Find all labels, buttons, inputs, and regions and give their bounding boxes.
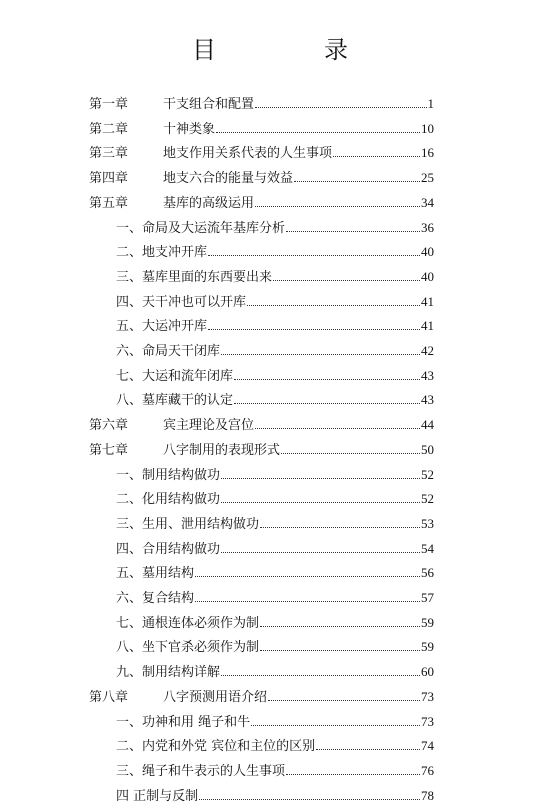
dot-leader bbox=[286, 230, 420, 232]
page-number: 52 bbox=[421, 491, 434, 507]
entry-title: 八字制用的表现形式 bbox=[163, 442, 281, 458]
page-number: 73 bbox=[421, 688, 434, 704]
entry-title: 二、内党和外党 宾位和主位的区别 bbox=[116, 739, 316, 755]
toc-chapter-entry[interactable] bbox=[89, 681, 434, 705]
chapter-number: 第七章 bbox=[89, 442, 129, 458]
dot-leader bbox=[208, 254, 420, 256]
dot-leader bbox=[333, 155, 420, 157]
entry-title: 八字预测用语介绍 bbox=[163, 689, 268, 705]
page-number: 43 bbox=[421, 392, 434, 408]
toc-chapter-entry[interactable] bbox=[89, 187, 434, 211]
dot-leader bbox=[260, 649, 420, 651]
page-number: 73 bbox=[421, 713, 434, 729]
page-number: 41 bbox=[421, 293, 434, 309]
toc-section-entry[interactable] bbox=[116, 755, 434, 779]
chapter-number: 第六章 bbox=[89, 418, 129, 434]
page-number: 53 bbox=[421, 515, 434, 531]
dot-leader bbox=[294, 180, 420, 182]
toc-chapter-entry[interactable] bbox=[89, 113, 434, 137]
toc-chapter-entry[interactable] bbox=[89, 137, 434, 161]
entry-title: 十神类象 bbox=[163, 121, 216, 137]
page-number: 56 bbox=[421, 565, 434, 581]
dot-leader bbox=[221, 674, 420, 676]
page-number: 59 bbox=[421, 614, 434, 630]
entry-title: 六、复合结构 bbox=[116, 591, 195, 606]
entry-title: 基库的高级运用 bbox=[163, 195, 255, 211]
page-number: 1 bbox=[427, 96, 434, 111]
entry-title: 三、绳子和牛表示的人生事项 bbox=[116, 763, 286, 779]
chapter-number: 第二章 bbox=[89, 121, 129, 137]
toc-section-entry[interactable] bbox=[116, 533, 434, 557]
toc-section-entry[interactable] bbox=[116, 483, 434, 507]
dot-leader bbox=[273, 279, 420, 281]
toc-section-entry[interactable] bbox=[116, 384, 434, 408]
page-number: 54 bbox=[421, 540, 434, 556]
entry-title: 一、功神和用 绳子和牛 bbox=[116, 714, 251, 730]
toc-chapter-entry[interactable] bbox=[89, 409, 434, 433]
dot-leader bbox=[268, 699, 420, 701]
chapter-number: 第八章 bbox=[89, 689, 129, 705]
page-number: 50 bbox=[421, 441, 434, 457]
dot-leader bbox=[216, 131, 420, 133]
entry-title: 五、墓用结构 bbox=[116, 566, 195, 582]
toc-chapter-entry[interactable] bbox=[89, 162, 434, 186]
page-number: 10 bbox=[421, 120, 434, 136]
toc-section-entry[interactable] bbox=[116, 656, 434, 680]
entry-title: 八、坐下官杀必须作为制 bbox=[116, 640, 260, 656]
toc-section-entry[interactable] bbox=[116, 236, 434, 260]
toc-section-entry[interactable] bbox=[116, 310, 434, 334]
dot-leader bbox=[221, 477, 420, 479]
page-number: 34 bbox=[421, 194, 434, 210]
toc-section-entry[interactable] bbox=[116, 212, 434, 236]
page-number: 36 bbox=[421, 219, 434, 235]
toc-section-entry[interactable] bbox=[116, 582, 434, 606]
entry-title: 二、化用结构做功 bbox=[116, 492, 221, 508]
page-number: 57 bbox=[421, 590, 434, 605]
toc-section-entry[interactable] bbox=[116, 631, 434, 655]
page-number: 40 bbox=[421, 268, 434, 284]
entry-title: 七、大运和流年闭库 bbox=[116, 368, 234, 384]
dot-leader bbox=[208, 328, 420, 330]
entry-title: 二、地支冲开库 bbox=[116, 245, 208, 261]
dot-leader bbox=[316, 748, 420, 750]
dot-leader bbox=[281, 452, 420, 454]
chapter-number: 第四章 bbox=[89, 171, 129, 187]
entry-title: 宾主理论及宫位 bbox=[163, 418, 255, 434]
toc-section-entry[interactable] bbox=[116, 508, 434, 532]
dot-leader bbox=[234, 378, 420, 380]
toc-section-entry[interactable] bbox=[116, 706, 434, 730]
dot-leader bbox=[255, 427, 420, 429]
entry-title: 四 正制与反制 bbox=[116, 788, 199, 804]
toc-chapter-entry[interactable] bbox=[89, 434, 434, 458]
dot-leader bbox=[251, 724, 420, 726]
chapter-number: 第三章 bbox=[89, 146, 129, 162]
page-number: 78 bbox=[421, 787, 434, 803]
dot-leader bbox=[255, 106, 426, 108]
dot-leader bbox=[221, 353, 420, 355]
page-number: 41 bbox=[421, 318, 434, 334]
entry-title: 七、通根连体必须作为制 bbox=[116, 615, 260, 631]
entry-title: 五、大运冲开库 bbox=[116, 319, 208, 335]
dot-leader bbox=[221, 501, 420, 503]
dot-leader bbox=[195, 575, 420, 577]
toc-section-entry[interactable] bbox=[116, 286, 434, 310]
dot-leader bbox=[255, 205, 420, 207]
dot-leader bbox=[195, 600, 420, 602]
entry-title: 三、生用、泄用结构做功 bbox=[116, 516, 260, 532]
page-title: 目 录 bbox=[192, 36, 390, 64]
page-number: 25 bbox=[421, 170, 434, 186]
chapter-number: 第一章 bbox=[89, 97, 129, 112]
entry-title: 一、命局及大运流年基库分析 bbox=[116, 220, 286, 236]
page-number: 44 bbox=[421, 417, 434, 433]
entry-title: 四、天干冲也可以开库 bbox=[116, 294, 247, 310]
entry-title: 八、墓库藏干的认定 bbox=[116, 393, 234, 409]
dot-leader bbox=[260, 526, 420, 528]
page-number: 60 bbox=[421, 664, 434, 680]
page-number: 52 bbox=[421, 466, 434, 482]
entry-title: 地支作用关系代表的人生事项 bbox=[163, 146, 333, 162]
toc-section-entry[interactable] bbox=[116, 261, 434, 285]
dot-leader bbox=[234, 402, 420, 404]
page-number: 42 bbox=[421, 343, 434, 358]
entry-title: 九、制用结构详解 bbox=[116, 665, 221, 681]
toc-section-entry[interactable] bbox=[116, 360, 434, 384]
page-number: 43 bbox=[421, 367, 434, 383]
toc-chapter-entry[interactable] bbox=[89, 88, 434, 112]
page-number: 76 bbox=[421, 762, 434, 778]
entry-title: 六、命局天干闭库 bbox=[116, 344, 221, 359]
dot-leader bbox=[247, 304, 420, 306]
dot-leader bbox=[286, 773, 420, 775]
toc-section-entry[interactable] bbox=[116, 607, 434, 631]
toc-section-entry[interactable] bbox=[116, 780, 434, 804]
dot-leader bbox=[221, 551, 420, 553]
entry-title: 四、合用结构做功 bbox=[116, 541, 221, 557]
page-number: 16 bbox=[421, 145, 434, 161]
toc-section-entry[interactable] bbox=[116, 459, 434, 483]
dot-leader bbox=[260, 625, 420, 627]
chapter-number: 第五章 bbox=[89, 195, 129, 211]
toc-section-entry[interactable] bbox=[116, 335, 434, 359]
entry-title: 一、制用结构做功 bbox=[116, 467, 221, 483]
entry-title: 三、墓库里面的东西要出来 bbox=[116, 269, 273, 285]
toc-section-entry[interactable] bbox=[116, 730, 434, 754]
page-number: 74 bbox=[421, 738, 434, 754]
dot-leader bbox=[199, 798, 420, 800]
entry-title: 地支六合的能量与效益 bbox=[163, 171, 294, 187]
page-number: 40 bbox=[421, 244, 434, 260]
toc-section-entry[interactable] bbox=[116, 557, 434, 581]
page-number: 59 bbox=[421, 639, 434, 655]
entry-title: 干支组合和配置 bbox=[163, 97, 255, 112]
